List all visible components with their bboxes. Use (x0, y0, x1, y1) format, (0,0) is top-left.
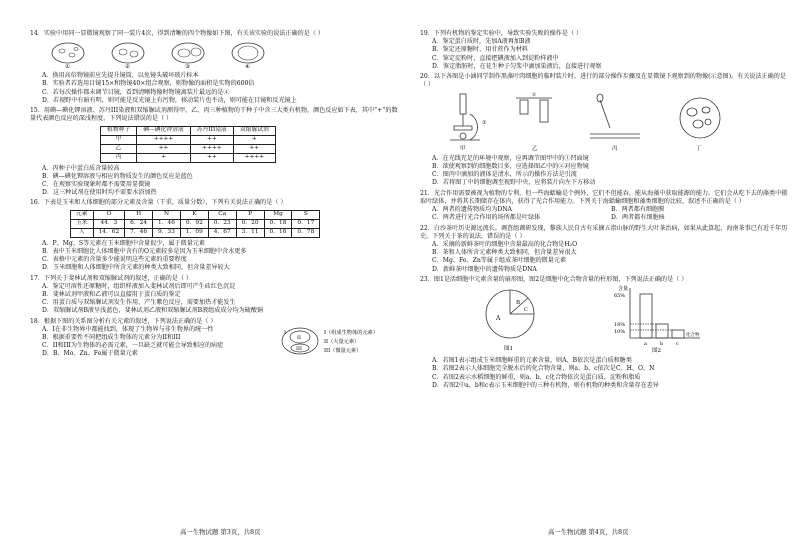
question-stem: 15．用碘—碘化钾溶液、苏丹III染液和双缩脲试剂测得甲、乙、丙三种植物的干种子中含三大类有机物，颜色反应如下表，其中“+”的数量代表颜色反应的深浅程度，下列说法错误的是（ ） (30, 107, 398, 123)
question-stem: 22．白沙茶叶历史源远流长。调查组调研发现，黎族人民自古有采摘五指山脉的野生大叶茶治病，如果从此算起，海南茶事已有近千年历史。下列关于茶的说法，错误的是（ ） (420, 224, 788, 240)
tick-label: 65% (614, 293, 626, 300)
table-cell: 14．62 (93, 228, 125, 237)
fig-label: ④ (245, 64, 250, 70)
option-a[interactable]: A．I在非生物界中都能找到，体现了生物界与非生物界的统一性 (42, 325, 214, 333)
option-d[interactable]: D．鉴定脂肪时，在花生种子匀浆中滴加染液后，直接进行观察 (432, 62, 602, 70)
bar-b (656, 324, 668, 338)
option-d[interactable]: D．玉米细胞和人体细胞中所含元素的种类大致相同，但含量差异较大 (42, 264, 230, 272)
question-stem: 18．根据下图的关系图分析有关元素的叙述，下列说法正确的是（ ） (30, 317, 217, 325)
table-cell: 3．11 (236, 228, 264, 237)
microscope-images (30, 40, 400, 70)
microscope-figure (50, 41, 290, 69)
table-row (101, 153, 276, 162)
left-column (30, 30, 400, 361)
option-c[interactable]: C．鉴定淀粉时，直接把碘液加入到淀粉样液中 (432, 54, 559, 62)
option-b[interactable]: B．鉴定还原糖时，用甘蔗作为材料 (432, 46, 528, 54)
table-cell: 碘—碘化钾溶液 (137, 126, 191, 135)
set-label: III (296, 345, 302, 352)
option-b[interactable]: B．两者都有细胞膜 (611, 206, 665, 214)
option-c[interactable]: C．若每次操作都未调节目镜，看到清晰物像时物镜离装片最远的是④ (42, 88, 230, 96)
question-20 (420, 73, 790, 188)
table-cell: 44．3 (93, 219, 125, 228)
option-b[interactable]: B．欲使观察到的细胞数目多，应选择图乙中的②对应物镜 (432, 162, 589, 170)
table-row (101, 126, 276, 135)
table-cell: S (292, 210, 320, 219)
question-19 (420, 30, 790, 71)
question-stem: 19．下列有机物的鉴定实验中，导致实验失败的操作是（ ） (420, 30, 583, 37)
question-stem: 14．实验中用同一显微镜观察了同一装片4次，得到清晰的四个物像如下图，有关该实验的说法正确的是（ ） (30, 30, 324, 37)
table-cell: ++ (137, 144, 191, 153)
option-b[interactable]: B．茶和人体所含元素种类大致相同，但含量差异很大 (432, 249, 577, 257)
pie-chart (486, 290, 534, 338)
fig-label: 甲 (460, 145, 466, 152)
table-cell: 植物种子 (101, 126, 137, 135)
set-label: I (284, 329, 286, 336)
pie-label: C (524, 307, 528, 314)
option-b[interactable]: B．若图2表示人体细胞完全脱水后的化合物含量，则a、b、c依次是C、H、O、N (432, 365, 655, 373)
option-a[interactable]: A．丙种子中蛋白质含量较高 (42, 164, 120, 172)
option-a[interactable]: A．若图1表示组成玉米细胞鲜重的元素含量，则A、B依次是蛋白质和糖类 (432, 357, 632, 365)
tick-label: 10% (614, 329, 626, 336)
set-label: II (297, 334, 301, 341)
option-b[interactable]: B．碘—碘化钾溶液与相应的物质发生的颜色反应是蓝色 (42, 172, 193, 180)
table-cell: H (125, 210, 153, 219)
fig-caption: 图2 (652, 348, 661, 355)
table-cell: 1．09 (180, 228, 208, 237)
table-cell: ++ (190, 135, 233, 144)
table-cell: + (233, 135, 275, 144)
figure-1-and-2 (450, 284, 750, 354)
question-14 (30, 30, 400, 105)
question-23 (420, 276, 790, 390)
svg-text:②: ② (532, 92, 537, 98)
bar-label: c (676, 341, 679, 348)
svg-text:①: ① (482, 119, 487, 126)
table-cell: ++++ (233, 153, 275, 162)
table-cell: 乙 (101, 144, 137, 153)
table-cell: 双缩脲试剂 (233, 126, 275, 135)
table-row (101, 144, 276, 153)
table-cell: ++++ (137, 135, 191, 144)
option-c[interactable]: C．图丙中滴加的液体是清水，所示的操作方法是引流 (432, 171, 577, 179)
table-cell: 1．46 (153, 219, 181, 228)
question-stem: 20．以下各图是小涵同学制作黑藻叶肉细胞的临时装片时，进行的部分操作步骤及在显微镜下观察到的物像(示意图)。有关说法正确的是（ ） (420, 73, 786, 89)
option-d[interactable]: D．新鲜茶叶细胞中的遗传物质是DNA (432, 265, 537, 273)
table-cell: 7．46 (125, 228, 153, 237)
option-b[interactable]: B．斐林试剂甲液和乙液可以直接用于蛋白质的鉴定 (42, 290, 181, 298)
table-cell: + (137, 153, 191, 162)
question-stem: 21．光合作用需要被视为植物的专利，但一些海蛞蝓是个例外，它们不但能吞，能从海藻中获取能源的能力。它们会从吃下去的藻类中摄取叶绿体，并将其长期储存在体内，获得了光合作用能力。下列关于海蛞蝓细胞和藻类细胞的比较，叙述不正确的是（ ） (420, 189, 788, 205)
right-column (420, 30, 790, 392)
option-a[interactable]: A．采摘的新鲜茶叶的细胞中含量最高的化合物是H₂O (432, 240, 578, 248)
table-cell: Mg (264, 210, 292, 219)
fig-label: ① (65, 64, 70, 70)
element-table (70, 210, 320, 238)
table-cell: 元素 (71, 210, 94, 219)
table-cell: ++ (233, 144, 275, 153)
table-cell: 人 (71, 228, 94, 237)
bar-a (640, 294, 652, 338)
fig-label: ③ (185, 64, 190, 70)
fig-label: 丁 (696, 145, 702, 152)
tick-label: 18% (614, 322, 626, 329)
table-cell: 甲 (101, 135, 137, 144)
option-c[interactable]: C．用蛋白质与双缩脲试剂发生作用，产生紫色反应，需要加热才能发生 (42, 299, 236, 307)
question-15 (30, 107, 400, 197)
question-17 (30, 275, 400, 316)
page-footer-left: 高一生物试题 第3页，共8页 (180, 528, 261, 536)
table-cell: 0．16 (264, 228, 292, 237)
table-cell: 0．20 (236, 219, 264, 228)
option-a[interactable]: A．两者的遗传物质均为DNA (432, 206, 512, 214)
slide-preparation-figure (440, 90, 780, 152)
options-grid (420, 206, 790, 222)
fig-label: 乙 (532, 145, 538, 152)
option-d[interactable]: D．若视野中有暗有明，则可能是反光镜上有污物，移动装片也不动，则可能在目镜和反光镜上 (42, 96, 297, 104)
axis-label: 含量 (618, 286, 629, 293)
question-16 (30, 199, 400, 272)
table-cell: 0．92 (180, 219, 208, 228)
page-footer-right: 高一生物试题 第4页，共8页 (548, 528, 629, 536)
reagent-table (100, 126, 276, 163)
table-row (71, 210, 320, 219)
table-cell: K (180, 210, 208, 219)
table-cell: 玉米 (71, 219, 94, 228)
table-cell: 丙 (101, 153, 137, 162)
fig-caption: 图1 (504, 346, 513, 353)
option-c[interactable]: C．两者进行光合作用的场所都是叶绿体 (432, 214, 541, 222)
question-18 (30, 318, 400, 359)
pie-label: B (516, 300, 521, 307)
bar-label: b (660, 341, 664, 348)
bar-label: a (644, 341, 647, 348)
legend-item: II（大量元素） (324, 338, 360, 345)
option-c[interactable]: C．II和III为生物体的必需元素，一旦缺乏就可能会导致相应的病症 (42, 342, 224, 350)
option-d[interactable]: D．两者都有细胞核 (611, 214, 665, 222)
option-d[interactable]: D．这三种试剂在使用时均不需要水浴加热 (42, 189, 157, 197)
table-cell: ++++ (190, 144, 233, 153)
option-b[interactable]: B．实验者若选用目镜15×和物镜40×组合观察，则物像的面积是实物的600倍 (42, 80, 255, 88)
option-a[interactable]: A．鉴定蛋白质时，先加A液再加B液 (432, 38, 531, 46)
option-b[interactable]: B．表中玉米细胞比人体细胞中含有的O元素较多是因为玉米细胞中含水更多 (42, 247, 247, 255)
option-d[interactable]: D．双缩脲试剂B液呈浅蓝色，斐林试剂乙液和双缩脲试剂B液组成成分均为硫酸铜 (42, 307, 264, 315)
option-a[interactable]: A．鉴定可溶性还原糖时，组织样液加入斐林试剂后即可产生砖红色沉淀 (42, 282, 236, 290)
fig-label: ② (125, 64, 130, 70)
table-cell: ++ (190, 153, 233, 162)
table-cell: 4．67 (208, 228, 236, 237)
pie-label: A (496, 315, 501, 323)
legend-item: III（微量元素） (324, 347, 362, 354)
option-a[interactable]: A．在光线充足的环境中观察，应再调节图甲中的①凹面镜 (432, 154, 589, 162)
question-22 (420, 225, 790, 274)
table-cell: O (93, 210, 125, 219)
table-cell: 9．33 (153, 228, 181, 237)
table-cell: Ca (208, 210, 236, 219)
element-set-diagram (280, 326, 400, 356)
legend-item: I（组成生物体的元素） (324, 329, 378, 336)
option-c[interactable]: C．若图2表示水稻细胞的鲜重，则a、b、c化合物依次是蛋白质、淀粉和脂质 (432, 373, 641, 381)
question-21 (420, 190, 790, 223)
table-cell: 0．18 (264, 219, 292, 228)
fig-label: 丙 (612, 145, 618, 152)
question-stem: 16．下表是玉米和人体细胞的部分元素及含量（干重，质量分数），下列有关说法正确的是（ ） (30, 199, 287, 207)
question-stem: 23．图1是活细胞中元素含量的扇形图，图2是细胞中化合物含量的柱形图，下列说法正确的是（ ） (420, 275, 688, 283)
table-cell: P (236, 210, 264, 219)
table-cell: 0．17 (292, 219, 320, 228)
option-c[interactable]: C．Mg、Fe、Zn等属于组成茶叶细胞的微量元素 (432, 257, 567, 265)
table-cell: 6．24 (125, 219, 153, 228)
option-d[interactable]: D．若将图丁中的细胞调至视野中央，应将装片向左下方移动 (432, 179, 596, 187)
table-cell: 0．23 (208, 219, 236, 228)
table-row (71, 219, 320, 228)
table-row (101, 135, 276, 144)
question-stem: 17．下列关于斐林试剂和双缩脲试剂的叙述，正确的是（ ） (30, 274, 193, 282)
option-a[interactable]: A．换用高倍物镜前应先提升镜筒，以免镜头破坏玻片标本 (42, 72, 199, 80)
bar-chart (630, 288, 700, 338)
option-a[interactable]: A．P、Mg、S等元素在玉米细胞中含量很少，属于微量元素 (42, 239, 205, 247)
option-d[interactable]: D．若图2中a、b和c表示玉米细胞中的三种有机物，则有机物的种类和含量存在差异 (432, 381, 659, 389)
axis-label: 化合物 (686, 333, 700, 339)
table-cell: 0．78 (292, 228, 320, 237)
option-d[interactable]: D．B、Mo、Zn、Fe属于微量元素 (42, 350, 138, 358)
table-row (71, 228, 320, 237)
option-c[interactable]: C．表格中元素的含量多少能说明这些元素的重要程度 (42, 256, 187, 264)
option-b[interactable]: B．根据重要性不同把组成生物体的元素分为II和III (42, 334, 181, 342)
table-cell: 苏丹III染液 (190, 126, 233, 135)
bar-c (672, 330, 684, 338)
option-c[interactable]: C．在观察实验现象时都不需要用显微镜 (42, 180, 151, 188)
table-cell: N (153, 210, 181, 219)
